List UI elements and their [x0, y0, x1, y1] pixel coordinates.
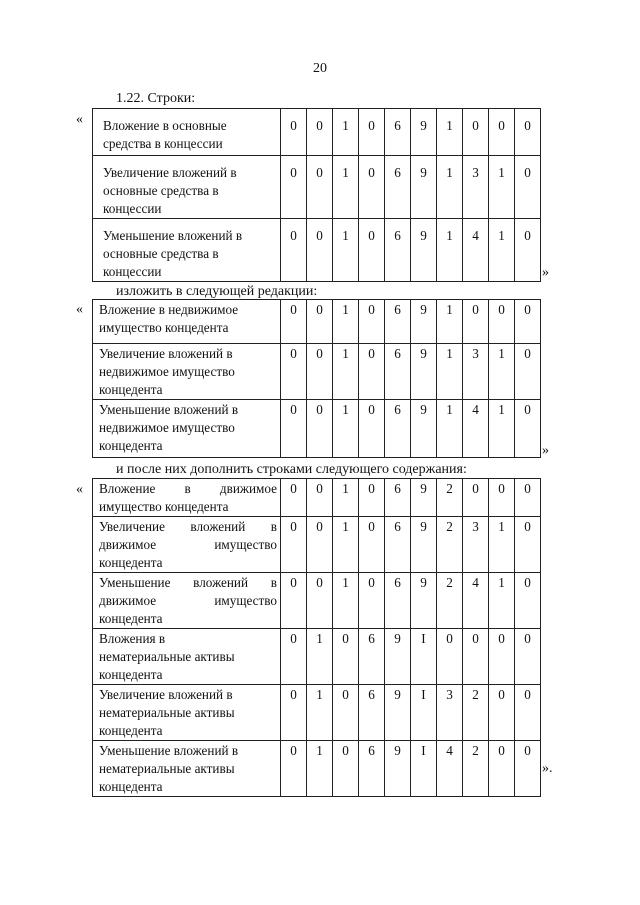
code-digit-cell: 9 [411, 344, 437, 400]
code-digit-cell: 9 [411, 219, 437, 282]
code-digit-cell: 6 [359, 685, 385, 741]
code-digit-cell: 0 [515, 400, 541, 458]
table-row [93, 156, 541, 219]
code-digit-cell: I [411, 629, 437, 685]
row-label-line: концедента [99, 779, 163, 794]
code-digit-cell: 3 [463, 156, 489, 219]
code-digit-cell: 0 [359, 156, 385, 219]
table-row [93, 573, 541, 629]
row-label-line: нематериальные активы [99, 761, 235, 776]
code-digit-cell: 0 [515, 344, 541, 400]
code-digit-cell: 1 [437, 109, 463, 156]
code-digit-cell: 0 [515, 629, 541, 685]
code-digit-cell: 1 [307, 741, 333, 797]
section-heading: 1.22. Строки: [116, 91, 196, 106]
code-digit-cell: 0 [281, 300, 307, 344]
row-label-line: нематериальные активы [99, 649, 235, 664]
code-digit-cell: 0 [281, 629, 307, 685]
row-label [93, 573, 281, 629]
code-digit-cell: 4 [437, 741, 463, 797]
code-digit-cell: 6 [359, 741, 385, 797]
code-digit-cell: 0 [437, 629, 463, 685]
code-digit-cell: 0 [307, 109, 333, 156]
code-digit-cell: 6 [359, 629, 385, 685]
row-label-line: Увеличение вложений в [99, 687, 233, 702]
code-digit-cell: 1 [333, 219, 359, 282]
close-quote-2: » [542, 443, 549, 458]
code-digit-cell: 9 [411, 573, 437, 629]
code-digit-cell: 9 [411, 109, 437, 156]
code-digit-cell: 2 [463, 741, 489, 797]
code-digit-cell: 1 [333, 573, 359, 629]
code-digit-cell: 0 [489, 741, 515, 797]
code-digit-cell: 1 [333, 109, 359, 156]
row-label-line: имущество концедента [99, 499, 229, 514]
code-digit-cell: 2 [437, 517, 463, 573]
row-label-line: движимое имущество [99, 593, 277, 608]
code-digit-cell: 1 [307, 685, 333, 741]
code-digit-cell: 6 [385, 300, 411, 344]
code-digit-cell: 1 [437, 344, 463, 400]
code-digit-cell: 1 [333, 344, 359, 400]
code-digit-cell: 0 [463, 109, 489, 156]
code-digit-cell: 0 [515, 479, 541, 517]
page-number: 20 [313, 61, 327, 76]
code-digit-cell: 1 [333, 517, 359, 573]
code-digit-cell: 0 [489, 109, 515, 156]
open-quote-2: « [76, 302, 83, 317]
code-digit-cell: 1 [489, 156, 515, 219]
code-digit-cell: 0 [359, 109, 385, 156]
code-digit-cell: 6 [385, 344, 411, 400]
code-digit-cell: 0 [281, 479, 307, 517]
code-digit-cell: 2 [463, 685, 489, 741]
code-digit-cell: 0 [489, 629, 515, 685]
row-label-line: Вложения в [99, 631, 166, 646]
row-label-line: нематериальные активы [99, 705, 235, 720]
code-digit-cell: 9 [411, 300, 437, 344]
code-digit-cell: 9 [385, 629, 411, 685]
code-digit-cell: 0 [515, 300, 541, 344]
code-digit-cell: 3 [463, 344, 489, 400]
code-digit-cell: 0 [307, 156, 333, 219]
table-row [93, 517, 541, 573]
row-label: Вложение в основные средства в концессии [93, 109, 281, 156]
code-digit-cell: 1 [489, 573, 515, 629]
row-label-line: Увеличение вложений в [99, 519, 277, 534]
row-label-line: Уменьшение вложений в [99, 743, 239, 758]
code-digit-cell: 0 [463, 479, 489, 517]
code-digit-cell: 6 [385, 156, 411, 219]
row-label [93, 685, 281, 741]
open-quote-1: « [76, 112, 83, 127]
codes-table-movable-intangible [92, 478, 541, 797]
intro-text-new-wording: изложить в следующей редакции: [116, 284, 318, 299]
code-digit-cell: 1 [489, 517, 515, 573]
code-digit-cell: 0 [359, 479, 385, 517]
code-digit-cell: 4 [463, 400, 489, 458]
intro-text-supplement: и после них дополнить строками следующего содержания: [116, 462, 467, 477]
table-row [93, 741, 541, 797]
code-digit-cell: 9 [411, 400, 437, 458]
code-digit-cell: 0 [515, 156, 541, 219]
code-digit-cell: 1 [333, 300, 359, 344]
code-digit-cell: 0 [359, 517, 385, 573]
code-digit-cell: 0 [359, 344, 385, 400]
code-digit-cell: 6 [385, 573, 411, 629]
code-digit-cell: 1 [333, 156, 359, 219]
code-digit-cell: I [411, 685, 437, 741]
row-label: Уменьшение вложений в недвижимое имущество концедента [93, 400, 281, 458]
code-digit-cell: 0 [463, 300, 489, 344]
code-digit-cell: 0 [359, 400, 385, 458]
table-row [93, 629, 541, 685]
row-label: Уменьшение вложений в основные средства в концессии [93, 219, 281, 282]
code-digit-cell: 6 [385, 479, 411, 517]
code-digit-cell: 0 [281, 219, 307, 282]
code-digit-cell: 0 [307, 479, 333, 517]
code-digit-cell: 0 [307, 219, 333, 282]
row-label-line: концедента [99, 667, 163, 682]
code-digit-cell: 0 [307, 517, 333, 573]
table-row [93, 300, 541, 344]
code-digit-cell: 1 [489, 400, 515, 458]
code-digit-cell: 9 [411, 517, 437, 573]
code-digit-cell: 6 [385, 400, 411, 458]
code-digit-cell: 1 [307, 629, 333, 685]
row-label: Увеличение вложений в недвижимое имущество концедента [93, 344, 281, 400]
row-label-line: концедента [99, 555, 163, 570]
code-digit-cell: 0 [333, 685, 359, 741]
code-digit-cell: 0 [515, 573, 541, 629]
code-digit-cell: 0 [307, 573, 333, 629]
row-label-line: Уменьшение вложений в [99, 575, 277, 590]
code-digit-cell: 6 [385, 517, 411, 573]
code-digit-cell: 4 [463, 573, 489, 629]
code-digit-cell: 0 [359, 300, 385, 344]
code-digit-cell: 0 [307, 300, 333, 344]
code-digit-cell: 0 [489, 300, 515, 344]
code-digit-cell: 0 [515, 685, 541, 741]
row-label [93, 629, 281, 685]
table-row [93, 479, 541, 517]
code-digit-cell: 0 [333, 629, 359, 685]
code-digit-cell: 1 [437, 400, 463, 458]
code-digit-cell: 0 [281, 573, 307, 629]
code-digit-cell: 1 [437, 300, 463, 344]
code-digit-cell: I [411, 741, 437, 797]
code-digit-cell: 9 [411, 156, 437, 219]
row-label-line: Вложение в движимое [99, 481, 277, 496]
table-row [93, 344, 541, 400]
close-quote-3: ». [542, 761, 553, 776]
code-digit-cell: 0 [307, 344, 333, 400]
code-digit-cell: 4 [463, 219, 489, 282]
table-row [93, 400, 541, 458]
row-label-line: концедента [99, 611, 163, 626]
table-row [93, 219, 541, 282]
code-digit-cell: 0 [281, 741, 307, 797]
code-digit-cell: 9 [385, 741, 411, 797]
code-digit-cell: 6 [385, 109, 411, 156]
row-label [93, 517, 281, 573]
codes-table-concession [92, 108, 541, 282]
code-digit-cell: 9 [411, 479, 437, 517]
code-digit-cell: 0 [359, 219, 385, 282]
code-digit-cell: 0 [281, 517, 307, 573]
open-quote-3: « [76, 482, 83, 497]
code-digit-cell: 0 [281, 344, 307, 400]
code-digit-cell: 0 [333, 741, 359, 797]
code-digit-cell: 0 [515, 219, 541, 282]
close-quote-1: » [542, 265, 549, 280]
code-digit-cell: 9 [385, 685, 411, 741]
code-digit-cell: 1 [489, 219, 515, 282]
code-digit-cell: 0 [281, 685, 307, 741]
row-label [93, 741, 281, 797]
code-digit-cell: 0 [281, 156, 307, 219]
code-digit-cell: 1 [437, 156, 463, 219]
code-digit-cell: 1 [489, 344, 515, 400]
codes-table-real-estate [92, 299, 541, 458]
code-digit-cell: 0 [515, 109, 541, 156]
code-digit-cell: 2 [437, 573, 463, 629]
code-digit-cell: 0 [515, 517, 541, 573]
code-digit-cell: 0 [515, 741, 541, 797]
code-digit-cell: 6 [385, 219, 411, 282]
code-digit-cell: 0 [281, 109, 307, 156]
code-digit-cell: 0 [359, 573, 385, 629]
row-label: Увеличение вложений в основные средства в концессии [93, 156, 281, 219]
code-digit-cell: 1 [333, 400, 359, 458]
code-digit-cell: 1 [333, 479, 359, 517]
code-digit-cell: 3 [463, 517, 489, 573]
row-label-line: концедента [99, 723, 163, 738]
code-digit-cell: 2 [437, 479, 463, 517]
code-digit-cell: 0 [489, 685, 515, 741]
row-label [93, 479, 281, 517]
code-digit-cell: 0 [307, 400, 333, 458]
code-digit-cell: 0 [489, 479, 515, 517]
table-row [93, 685, 541, 741]
code-digit-cell: 0 [463, 629, 489, 685]
table-row [93, 109, 541, 156]
code-digit-cell: 1 [437, 219, 463, 282]
row-label-line: движимое имущество [99, 537, 277, 552]
code-digit-cell: 0 [281, 400, 307, 458]
row-label: Вложение в недвижимое имущество концедента [93, 300, 281, 344]
code-digit-cell: 3 [437, 685, 463, 741]
